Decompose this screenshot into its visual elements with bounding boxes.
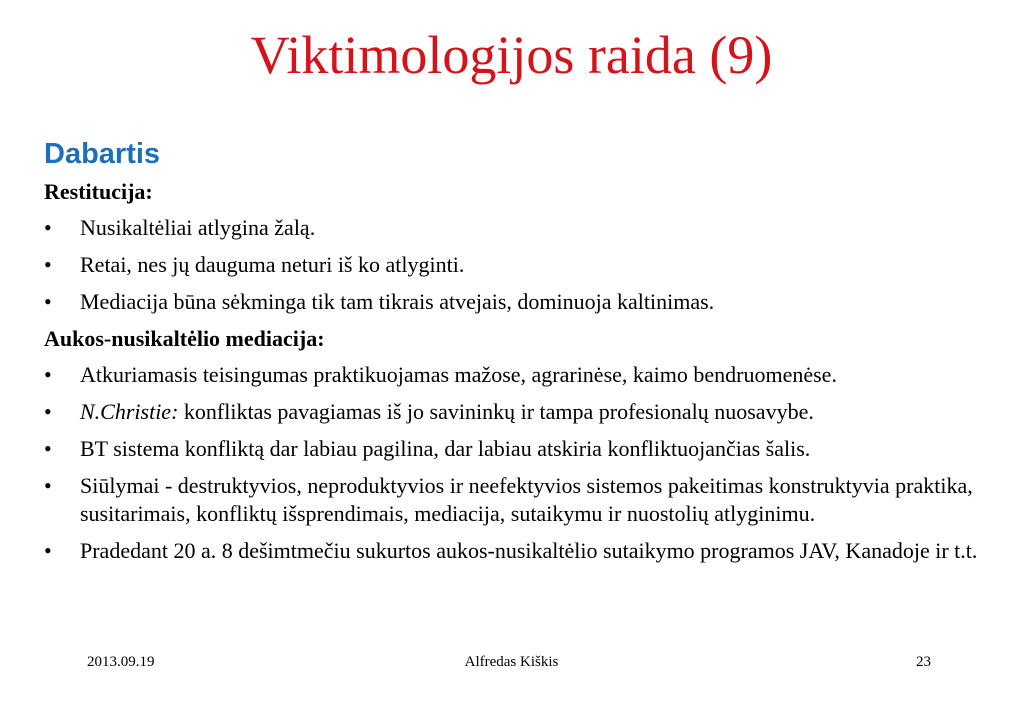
list-item: [44, 537, 994, 565]
list-item: [44, 472, 994, 528]
list-item: [44, 214, 994, 242]
bullet-icon: •: [44, 473, 52, 498]
bullet-icon: •: [44, 362, 52, 387]
bullet-icon: •: [44, 289, 52, 314]
footer-date: 2013.09.19: [87, 654, 155, 670]
list-item-text: BT sistema konfliktą dar labiau pagilina, dar labiau atskiria konfliktuojančias šalis.: [80, 436, 811, 461]
list-item-text: Mediacija būna sėkminga tik tam tikrais atvejais, dominuoja kaltinimas.: [80, 289, 715, 314]
list-item-text: Pradedant 20 a. 8 dešimtmečiu sukurtos aukos-nusikaltėlio sutaikymo programos JAV, Kanadoje ir t.t.: [80, 538, 978, 563]
mediation-heading: Aukos-nusikaltėlio mediacija:: [44, 326, 325, 351]
list-item-text: Nusikaltėliai atlygina žalą.: [80, 215, 316, 240]
section-heading: Dabartis: [44, 138, 161, 170]
list-item: [44, 435, 994, 463]
mediation-list: [44, 361, 994, 565]
list-item: [44, 251, 994, 279]
bullet-icon: •: [44, 436, 52, 461]
list-item-text: konfliktas pavagiamas iš jo savininkų ir tampa profesionalų nuosavybe.: [178, 399, 814, 424]
list-item: [44, 361, 994, 389]
list-item-text: Siūlymai - destruktyvios, neproduktyvios ir neefektyvios sistemos pakeitimas konstruktyvia praktika, susitarimais, konfliktų išsprendimais, mediacija, sutaikymu ir nuostolių atlyginimu.: [80, 473, 973, 526]
restitution-heading: Restitucija:: [44, 179, 153, 204]
bullet-icon: •: [44, 538, 52, 563]
quoted-author: N.Christie:: [80, 399, 179, 424]
bullet-icon: •: [44, 399, 52, 424]
list-item-text: Atkuriamasis teisingumas praktikuojamas mažose, agrarinėse, kaimo bendruomenėse.: [80, 362, 837, 387]
footer-page-number: 23: [916, 654, 931, 670]
slide-content: [44, 134, 994, 574]
list-item: [44, 288, 994, 316]
bullet-icon: •: [44, 215, 52, 240]
list-item: [44, 398, 994, 426]
footer-author: Alfredas Kiškis: [464, 654, 559, 670]
bullet-icon: •: [44, 252, 52, 277]
list-item-text: Retai, nes jų dauguma neturi iš ko atlyginti.: [80, 252, 465, 277]
restitution-list: [44, 214, 994, 316]
slide-title: Viktimologijos raida (9): [250, 25, 773, 85]
